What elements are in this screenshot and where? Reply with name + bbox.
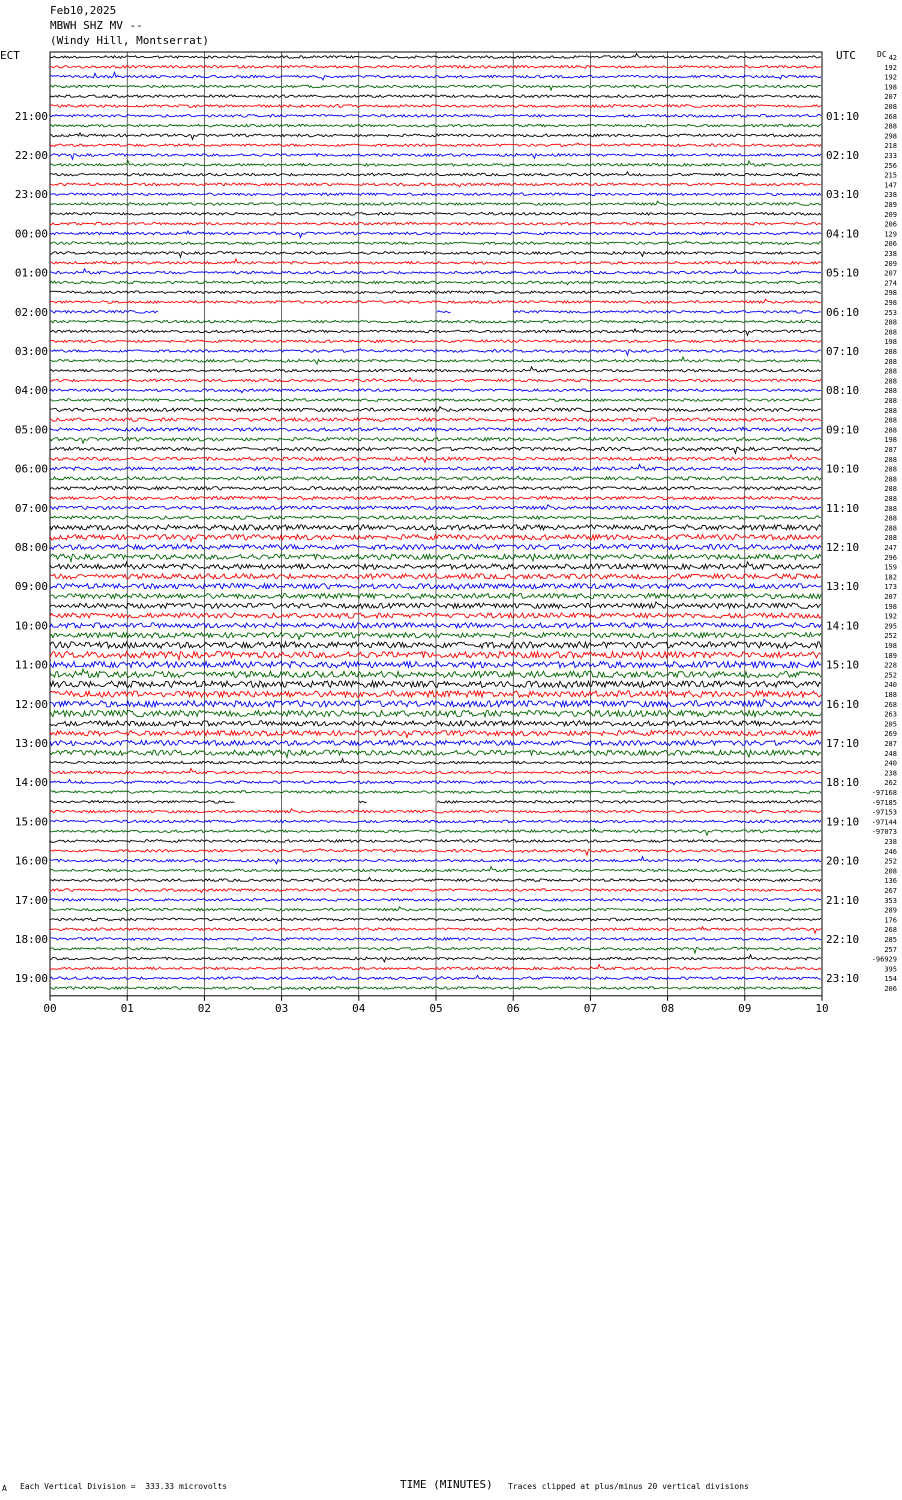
trace-row-79 <box>50 829 821 836</box>
dc-offset-row-34: 288 <box>884 387 897 396</box>
dc-offset-row-31: 288 <box>884 357 897 366</box>
dc-offset-row-88: 176 <box>884 916 897 925</box>
trace-row-39 <box>50 438 821 444</box>
trace-row-7 <box>50 124 821 127</box>
dc-offset-row-6: 268 <box>884 112 897 121</box>
dc-offset-row-66: 268 <box>884 700 897 709</box>
dc-offset-row-73: 238 <box>884 769 897 778</box>
dc-offset-row-38: 288 <box>884 426 897 435</box>
left-hour-label: 07:00 <box>14 501 48 515</box>
dc-offset-row-61: 189 <box>884 651 897 660</box>
trace-row-93 <box>50 965 821 970</box>
right-hour-label: 10:10 <box>826 462 860 476</box>
right-hour-label: 04:10 <box>826 227 860 241</box>
right-hour-label: 07:10 <box>826 345 860 358</box>
dc-offset-row-25: 298 <box>884 299 897 307</box>
dc-offset-row-65: 188 <box>884 691 897 699</box>
trace-row-75 <box>50 791 821 794</box>
trace-row-56 <box>50 602 821 608</box>
right-hour-label: 23:10 <box>826 972 860 986</box>
x-tick-label: 01 <box>120 1001 134 1015</box>
dc-offset-row-64: 240 <box>884 681 897 690</box>
left-hour-label: 23:00 <box>14 188 48 202</box>
dc-offset-row-52: 159 <box>884 563 897 572</box>
trace-row-48 <box>50 525 821 530</box>
dc-offset-row-28: 288 <box>884 328 897 337</box>
dc-offset-row-33: 288 <box>884 377 897 386</box>
trace-row-14 <box>50 193 821 196</box>
x-tick-label: 05 <box>429 1001 443 1015</box>
dc-offset-row-60: 198 <box>884 642 897 650</box>
dc-offset-row-79: -97073 <box>871 828 897 837</box>
trace-row-65 <box>50 691 821 697</box>
trace-row-8 <box>50 133 821 140</box>
trace-row-2 <box>50 72 821 80</box>
trace-row-85 <box>50 889 821 893</box>
dc-offset-row-92: -96929 <box>871 955 897 964</box>
dc-offset-row-48: 288 <box>884 524 897 533</box>
trace-row-59 <box>50 633 821 640</box>
trace-row-80 <box>50 840 821 843</box>
trace-row-89 <box>50 927 821 934</box>
trace-row-3 <box>50 85 821 90</box>
trace-row-69 <box>50 731 821 738</box>
trace-row-32 <box>50 367 821 372</box>
trace-row-9 <box>50 143 821 147</box>
x-tick-label: 00 <box>43 1001 57 1015</box>
dc-offset-row-37: 288 <box>884 416 897 425</box>
dc-offset-row-42: 288 <box>884 465 897 474</box>
trace-row-49 <box>50 535 821 542</box>
trace-row-70 <box>50 740 821 745</box>
left-hour-label: 14:00 <box>14 776 48 790</box>
dc-offset-row-68: 205 <box>884 720 897 729</box>
dc-offset-row-9: 218 <box>884 142 897 151</box>
dc-offset-row-17: 206 <box>884 220 897 229</box>
dc-offset-row-26: 253 <box>884 308 897 317</box>
trace-row-36 <box>50 407 821 412</box>
trace-row-29 <box>50 340 821 343</box>
right-hour-label: 16:10 <box>826 697 860 711</box>
right-hour-label: 22:10 <box>826 933 860 946</box>
trace-row-16 <box>50 213 821 216</box>
dc-offset-row-13: 147 <box>884 181 897 190</box>
trace-row-71 <box>50 750 821 757</box>
right-hour-label: 17:10 <box>826 737 860 750</box>
trace-row-31 <box>50 357 821 364</box>
left-hour-label: 03:00 <box>14 345 48 358</box>
dc-offset-row-4: 207 <box>884 93 897 102</box>
dc-offset-row-87: 289 <box>884 906 897 915</box>
trace-row-64 <box>50 681 821 688</box>
dc-offset-row-76: -97185 <box>871 798 897 807</box>
trace-row-35 <box>50 399 821 402</box>
header-location: (Windy Hill, Montserrat) <box>50 34 209 47</box>
left-hour-label: 11:00 <box>14 658 48 672</box>
corner-mark: A <box>2 1484 7 1493</box>
left-hour-label: 04:00 <box>14 384 48 398</box>
trace-row-38 <box>50 427 821 431</box>
trace-row-58 <box>50 623 821 628</box>
dc-offset-row-46: 288 <box>884 504 897 513</box>
x-tick-label: 08 <box>660 1001 675 1015</box>
trace-row-26 <box>50 311 821 314</box>
header-station: MBWH SHZ MV -- <box>50 19 143 32</box>
left-hour-label: 16:00 <box>14 854 48 868</box>
dc-offset-row-24: 298 <box>884 289 897 298</box>
left-hour-label: 13:00 <box>14 737 48 750</box>
trace-row-84 <box>50 877 821 881</box>
x-tick-label: 02 <box>197 1001 212 1015</box>
right-hour-label: 01:10 <box>826 109 860 123</box>
right-hour-label: 08:10 <box>826 384 860 398</box>
trace-row-46 <box>50 505 821 510</box>
dc-offset-row-93: 395 <box>884 965 897 974</box>
dc-offset-row-77: -97153 <box>871 808 897 817</box>
trace-row-87 <box>50 907 821 911</box>
trace-row-12 <box>50 172 821 176</box>
dc-offset-row-56: 198 <box>884 602 897 611</box>
trace-row-1 <box>50 65 821 68</box>
trace-row-67 <box>50 710 821 716</box>
dc-offset-row-18: 129 <box>884 230 897 239</box>
x-tick-label: 04 <box>352 1001 366 1015</box>
left-hour-label: 17:00 <box>14 893 48 907</box>
dc-offset-row-35: 288 <box>884 397 897 405</box>
dc-offset-row-30: 288 <box>884 348 897 356</box>
dc-offset-row-53: 182 <box>884 573 897 582</box>
right-hour-label: 14:10 <box>826 619 860 633</box>
dc-offset-row-72: 240 <box>884 759 897 768</box>
dc-offset-row-1: 192 <box>884 63 897 72</box>
trace-row-66 <box>50 699 821 707</box>
dc-offset-row-82: 252 <box>884 857 897 866</box>
dc-offset-row-59: 252 <box>884 632 897 641</box>
trace-row-23 <box>50 281 821 285</box>
trace-row-37 <box>50 418 821 421</box>
dc-offset-row-85: 267 <box>884 887 897 895</box>
right-hour-label: 20:10 <box>826 854 860 868</box>
trace-row-20 <box>50 252 821 258</box>
dc-label: DC <box>877 50 887 59</box>
left-hour-label: 12:00 <box>14 697 48 711</box>
trace-row-91 <box>50 947 821 953</box>
dc-offset-row-91: 257 <box>884 945 897 954</box>
dc-offset-row-19: 206 <box>884 240 897 249</box>
trace-row-62 <box>50 660 821 668</box>
dc-offset-row-57: 192 <box>884 612 897 621</box>
trace-row-13 <box>50 183 821 187</box>
trace-row-95 <box>50 987 821 991</box>
trace-row-86 <box>50 898 821 901</box>
left-hour-label: 10:00 <box>14 619 48 633</box>
dc-offset-row-63: 252 <box>884 671 897 680</box>
right-timezone-label: UTC <box>836 49 856 62</box>
left-hour-label: 18:00 <box>14 933 48 946</box>
trace-row-90 <box>50 938 821 941</box>
trace-row-17 <box>50 222 821 225</box>
trace-row-44 <box>50 487 821 491</box>
scale-note: Each Vertical Division = 333.33 microvolts <box>20 1482 228 1491</box>
trace-row-5 <box>50 104 821 107</box>
dc-offset-row-47: 288 <box>884 514 897 523</box>
trace-row-74 <box>50 779 821 784</box>
dc-offset-row-10: 233 <box>884 152 897 160</box>
right-hour-label: 13:10 <box>826 580 860 594</box>
trace-row-51 <box>50 554 821 561</box>
trace-row-21 <box>50 259 821 264</box>
dc-offset-row-14: 238 <box>884 191 897 200</box>
trace-row-57 <box>50 613 821 618</box>
dc-offset-row-44: 288 <box>884 485 897 494</box>
dc-offset-row-7: 288 <box>884 122 897 131</box>
dc-offset-row-11: 256 <box>884 161 897 170</box>
dc-offset-row-95: 206 <box>884 985 897 993</box>
right-hour-label: 21:10 <box>826 893 860 907</box>
trace-row-94 <box>50 975 821 979</box>
x-axis-title: TIME (MINUTES) <box>400 1478 493 1491</box>
trace-row-78 <box>50 820 821 823</box>
trace-row-43 <box>50 476 821 480</box>
trace-row-45 <box>50 496 821 499</box>
dc-offset-row-15: 289 <box>884 201 897 209</box>
trace-row-81 <box>50 849 821 855</box>
trace-row-19 <box>50 241 821 244</box>
trace-row-6 <box>50 115 821 118</box>
dc-offset-row-12: 215 <box>884 171 897 180</box>
dc-offset-row-69: 269 <box>884 730 897 739</box>
dc-offset-row-90: 285 <box>884 936 897 944</box>
dc-offset-row-86: 353 <box>884 896 897 905</box>
dc-offset-row-2: 192 <box>884 73 897 82</box>
trace-row-15 <box>50 201 821 205</box>
dc-offset-row-27: 288 <box>884 318 897 327</box>
dc-offset-row-55: 207 <box>884 593 897 601</box>
trace-row-54 <box>50 584 821 590</box>
right-hour-label: 03:10 <box>826 188 860 202</box>
dc-offset-row-75: -97168 <box>871 789 897 797</box>
right-hour-label: 02:10 <box>826 149 860 162</box>
left-hour-label: 08:00 <box>14 541 48 554</box>
right-hour-label: 18:10 <box>826 776 860 790</box>
trace-row-53 <box>50 574 821 579</box>
dc-offset-row-81: 246 <box>884 847 897 856</box>
dc-offset-row-20: 238 <box>884 250 897 258</box>
trace-row-83 <box>50 867 821 872</box>
clip-note: Traces clipped at plus/minus 20 vertical divisions <box>508 1482 749 1491</box>
right-hour-label: 15:10 <box>826 658 860 672</box>
trace-row-82 <box>50 857 821 864</box>
dc-offset-row-3: 198 <box>884 83 897 92</box>
trace-row-47 <box>50 516 821 519</box>
dc-offset-row-16: 209 <box>884 210 897 219</box>
dc-offset-row-22: 207 <box>884 269 897 278</box>
left-hour-label: 02:00 <box>14 305 48 319</box>
left-hour-label: 00:00 <box>14 227 48 241</box>
left-hour-label: 09:00 <box>14 580 48 594</box>
dc-offset-row-84: 136 <box>884 877 897 886</box>
trace-row-11 <box>50 161 821 166</box>
dc-offset-row-54: 173 <box>884 583 897 592</box>
dc-offset-row-78: -97144 <box>871 818 897 827</box>
dc-offset-row-80: 238 <box>884 838 897 846</box>
header-date: Feb10,2025 <box>50 4 117 17</box>
trace-row-41 <box>50 455 821 463</box>
right-hour-label: 09:10 <box>826 423 860 437</box>
dc-offset-row-36: 288 <box>884 406 897 415</box>
trace-row-40 <box>50 447 821 453</box>
trace-row-73 <box>50 769 821 774</box>
trace-row-30 <box>50 349 821 355</box>
dc-offset-row-89: 268 <box>884 926 897 935</box>
trace-row-61 <box>50 652 821 660</box>
dc-offset-row-70: 287 <box>884 740 897 748</box>
trace-row-0 <box>50 54 821 59</box>
x-tick-label: 06 <box>506 1001 520 1015</box>
dc-offset-row-29: 198 <box>884 338 897 347</box>
trace-row-72 <box>50 759 821 764</box>
dc-offset-row-74: 262 <box>884 779 897 788</box>
trace-row-33 <box>50 378 821 382</box>
trace-row-18 <box>50 231 821 238</box>
dc-offset-row-39: 198 <box>884 436 897 445</box>
trace-row-88 <box>50 918 821 921</box>
trace-row-28 <box>50 329 821 336</box>
trace-row-92 <box>50 955 821 962</box>
right-hour-label: 12:10 <box>826 541 860 554</box>
left-hour-label: 21:00 <box>14 109 48 123</box>
trace-row-76 <box>50 801 821 804</box>
right-hour-label: 11:10 <box>826 501 860 515</box>
dc-offset-row-51: 296 <box>884 553 897 562</box>
dc-offset-row-45: 288 <box>884 495 897 503</box>
dc-offset-row-32: 288 <box>884 367 897 376</box>
x-tick-label: 07 <box>583 1001 598 1015</box>
trace-row-34 <box>50 389 821 393</box>
dc-offset-row-40: 287 <box>884 446 897 454</box>
left-timezone-label: ECT <box>0 49 20 62</box>
dc-offset-row-0: 42 <box>888 54 897 62</box>
dc-offset-row-50: 247 <box>884 544 897 552</box>
dc-offset-row-5: 208 <box>884 103 897 111</box>
trace-row-22 <box>50 269 821 274</box>
trace-row-50 <box>50 544 821 549</box>
left-hour-label: 19:00 <box>14 972 48 986</box>
trace-row-68 <box>50 721 821 726</box>
dc-offset-row-43: 288 <box>884 475 897 484</box>
trace-row-42 <box>50 464 821 470</box>
trace-row-25 <box>50 299 821 303</box>
dc-offset-row-58: 295 <box>884 622 897 631</box>
left-hour-label: 22:00 <box>14 149 48 162</box>
trace-row-4 <box>50 95 821 98</box>
trace-row-55 <box>50 593 821 598</box>
x-tick-label: 09 <box>738 1001 752 1015</box>
left-hour-label: 06:00 <box>14 462 48 476</box>
trace-row-52 <box>50 562 821 569</box>
dc-offset-row-94: 154 <box>884 975 897 984</box>
right-hour-label: 06:10 <box>826 305 860 319</box>
dc-offset-row-67: 263 <box>884 710 897 719</box>
left-hour-label: 05:00 <box>14 423 48 437</box>
dc-offset-row-21: 209 <box>884 259 897 268</box>
trace-row-77 <box>50 809 821 813</box>
right-hour-label: 05:10 <box>826 266 860 280</box>
left-hour-label: 15:00 <box>14 815 48 829</box>
dc-offset-row-49: 288 <box>884 534 897 543</box>
trace-row-60 <box>50 642 821 648</box>
dc-offset-row-41: 288 <box>884 455 897 464</box>
dc-offset-row-23: 274 <box>884 279 897 288</box>
dc-offset-row-62: 228 <box>884 661 897 670</box>
trace-row-10 <box>50 154 821 160</box>
x-tick-label: 10 <box>815 1001 829 1015</box>
trace-row-63 <box>50 669 821 677</box>
left-hour-label: 01:00 <box>14 266 48 280</box>
right-hour-label: 19:10 <box>826 815 860 829</box>
x-tick-label: 03 <box>274 1001 289 1015</box>
dc-offset-row-71: 248 <box>884 749 897 758</box>
trace-row-24 <box>50 291 821 294</box>
dc-offset-row-8: 298 <box>884 132 897 141</box>
trace-row-27 <box>50 320 821 323</box>
dc-offset-row-83: 208 <box>884 867 897 876</box>
